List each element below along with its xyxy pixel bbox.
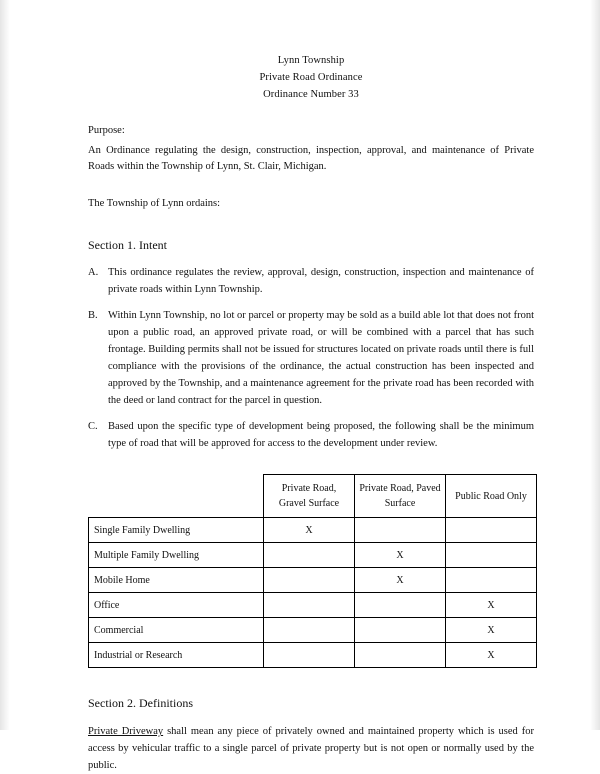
table-corner-cell: [89, 475, 264, 518]
table-row: [89, 543, 537, 568]
table-row: [89, 643, 537, 668]
table-cell-empty: [446, 518, 537, 543]
table-row: [89, 518, 537, 543]
table-cell-mark: X: [446, 643, 537, 668]
table-column-header: Private Road, Paved Surface: [355, 475, 446, 518]
table-row-label: Multiple Family Dwelling: [89, 543, 264, 568]
table-cell-mark: X: [355, 568, 446, 593]
table-cell-mark: X: [264, 518, 355, 543]
definition-term: Private Driveway: [88, 726, 164, 737]
table-cell-empty: [264, 618, 355, 643]
table-column-header: Public Road Only: [446, 475, 537, 518]
list-item: [88, 307, 534, 409]
table-cell-empty: [264, 543, 355, 568]
table-row: [89, 618, 537, 643]
purpose-section: [88, 123, 534, 176]
table-column-header: Private Road, Gravel Surface: [264, 475, 355, 518]
section1-heading: Section 1. Intent: [88, 238, 167, 252]
table-cell-empty: [446, 568, 537, 593]
section1-list: [88, 264, 534, 452]
table-row-label: Single Family Dwelling: [89, 518, 264, 543]
table-row-label: Mobile Home: [89, 568, 264, 593]
list-item: [88, 264, 534, 298]
table-cell-mark: X: [446, 593, 537, 618]
table-row: [89, 568, 537, 593]
section2-heading: Section 2. Definitions: [88, 696, 193, 710]
list-item: [88, 418, 534, 452]
list-item-marker: B.: [88, 310, 98, 321]
list-item-marker: C.: [88, 421, 98, 432]
table-row-label: Office: [89, 593, 264, 618]
ordains-text: The Township of Lynn ordains:: [88, 197, 221, 209]
table-cell-empty: [264, 593, 355, 618]
title-line-1: Lynn Township: [277, 55, 345, 66]
list-item-text: This ordinance regulates the review, approval, design, construction, inspection and maintenance of private roads within Lynn Township.: [108, 267, 534, 295]
purpose-label: Purpose:: [88, 125, 125, 136]
table-cell-empty: [264, 643, 355, 668]
title-line-3: Ordinance Number 33: [263, 89, 359, 100]
page-right-shadow: [590, 0, 600, 730]
list-item-text: Based upon the specific type of development being proposed, the following shall be the minimum type of road that will be approved for access to the development under review.: [108, 421, 534, 449]
table-row-label: Industrial or Research: [89, 643, 264, 668]
table-cell-empty: [446, 543, 537, 568]
table-cell-empty: [355, 643, 446, 668]
page-left-shadow: [0, 0, 10, 730]
table-row: [89, 593, 537, 618]
section2-definition: [88, 723, 534, 774]
table-cell-empty: [355, 518, 446, 543]
title-line-2: Private Road Ordinance: [259, 72, 363, 83]
table-cell-empty: [355, 593, 446, 618]
table-header-row: [89, 475, 537, 518]
document-title: [88, 52, 534, 103]
list-item-marker: A.: [88, 267, 99, 278]
table-row-label: Commercial: [89, 618, 264, 643]
purpose-text: An Ordinance regulating the design, construction, inspection, approval, and maintenance of Private Roads within the Township of Lynn, St. Clair, Michigan.: [88, 144, 534, 172]
table-cell-empty: [264, 568, 355, 593]
table-cell-empty: [355, 618, 446, 643]
road-type-table: [88, 474, 537, 668]
list-item-text: Within Lynn Township, no lot or parcel or property may be sold as a build able lot that does not front upon a public road, an approved private road, or will be combined with a parcel that has such frontage. Building permits shall not be issued for structures located on private roads until there is full compliance with the provisions of the ordinance, the actual construction has been inspected and approved by the Township, and a maintenance agreement for the private road has been recorded with the deed or land contract for the parcel in question.: [108, 310, 534, 406]
definition-text: shall mean any piece of privately owned and maintained property which is used for access by vehicular traffic to a single parcel of private property but is not open or normally used by the public.: [88, 726, 534, 771]
table-cell-mark: X: [355, 543, 446, 568]
table-cell-mark: X: [446, 618, 537, 643]
